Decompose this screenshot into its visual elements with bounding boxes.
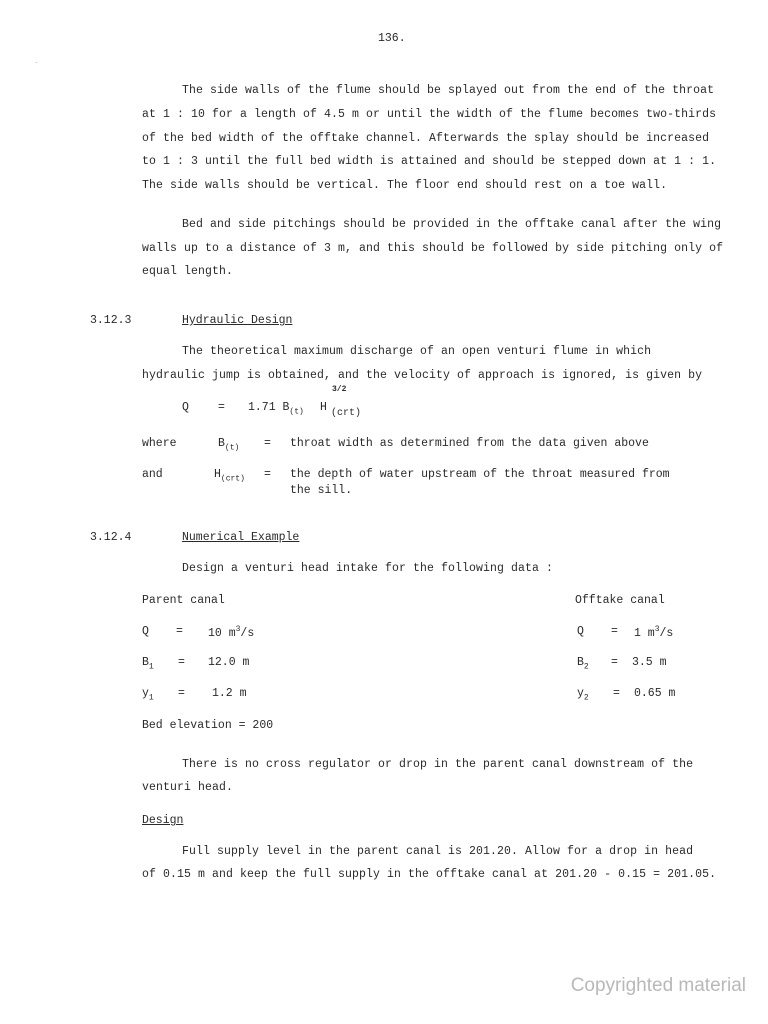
parent-q-value: 10 $m^3/s$ xyxy=(208,625,255,640)
parent-y-symbol: $y_1$ xyxy=(142,687,154,703)
para1-line: The side walls should be vertical. The floor end should rest on a toe wall. xyxy=(142,179,668,192)
formula-equals: = xyxy=(218,401,225,414)
para1-line: of the bed width of the offtake channel. Afterwards the splay should be increased xyxy=(142,132,710,145)
note-line: There is no cross regulator or drop in the parent canal downstream of the xyxy=(182,758,694,771)
copyright-watermark: Copyrighted material xyxy=(570,975,746,996)
formula-rhs xyxy=(248,401,304,416)
para1-line: at 1 : 10 for a length of 4.5 m or until the width of the flume becomes two-thirds xyxy=(142,108,717,121)
para1-line: to 1 : 3 until the full bed width is attained and should be stepped down at 1 : 1. xyxy=(142,155,717,168)
formula-sub-crt: (crt) xyxy=(331,408,362,419)
para1-line: The side walls of the flume should be splayed out from the end of the throat xyxy=(182,84,715,97)
section-title: Numerical Example xyxy=(182,531,300,544)
design-line: Full supply level in the parent canal is 201.20. Allow for a drop in head xyxy=(182,845,694,858)
design-line: of 0.15 m and keep the full supply in the offtake canal at 201.20 - 0.15 = 201.05. xyxy=(142,868,717,881)
parent-q-symbol: Q xyxy=(142,625,149,638)
offtake-q-equals: = xyxy=(611,625,618,638)
para2-line: equal length. xyxy=(142,265,234,278)
offtake-b-symbol: $B_2$ xyxy=(577,656,589,672)
formula-sub-t: (t) xyxy=(289,407,304,417)
page-number: 136. xyxy=(378,32,406,45)
offtake-y-symbol: $y_2$ xyxy=(577,687,589,703)
note-line: venturi head. xyxy=(142,781,234,794)
offtake-y-equals: = xyxy=(613,687,620,700)
formula-exponent: 3/2 xyxy=(332,385,347,394)
where-label: where xyxy=(142,437,177,450)
example-intro: Design a venturi head intake for the following data : xyxy=(182,562,554,575)
parent-b-symbol: $B_1$ xyxy=(142,656,154,672)
parent-y-equals: = xyxy=(178,687,185,700)
offtake-b-equals: = xyxy=(611,656,618,669)
offtake-y-value: 0.65 m xyxy=(634,687,676,700)
bed-elevation: Bed elevation = 200 xyxy=(142,719,274,732)
section-number: 3.12.3 xyxy=(90,314,132,327)
parent-y-value: 1.2 m xyxy=(212,687,247,700)
section-title: Hydraulic Design xyxy=(182,314,293,327)
b-symbol: $B_{(t)}$ xyxy=(218,437,240,453)
formula-lhs: Q xyxy=(182,401,189,414)
parent-q-equals: = xyxy=(176,625,183,638)
parent-b-equals: = xyxy=(178,656,185,669)
formula-h: H xyxy=(320,401,327,414)
para2-line: walls up to a distance of 3 m, and this should be followed by side pitching only of xyxy=(142,242,724,255)
parent-canal-label: Parent canal xyxy=(142,594,225,607)
formula-coef: 1.71 B xyxy=(248,401,290,414)
offtake-b-value: 3.5 m xyxy=(632,656,667,669)
offtake-q-symbol: Q xyxy=(577,625,584,638)
parent-b-value: 12.0 m xyxy=(208,656,250,669)
section-text-line: hydraulic jump is obtained, and the velocity of approach is ignored, is given by xyxy=(142,369,703,382)
b-definition: throat width as determined from the data given above xyxy=(290,437,649,450)
offtake-q-value: 1 $m^3/s$ xyxy=(634,625,674,640)
h-definition: the depth of water upstream of the throat measured from xyxy=(290,468,670,481)
and-label: and xyxy=(142,468,163,481)
section-text-line: The theoretical maximum discharge of an open venturi flume in which xyxy=(182,345,652,358)
h-equals: = xyxy=(264,468,271,481)
section-number: 3.12.4 xyxy=(90,531,132,544)
offtake-canal-label: Offtake canal xyxy=(575,594,665,607)
stray-mark: ` xyxy=(34,62,39,71)
b-equals: = xyxy=(264,437,271,450)
h-definition-cont: the sill. xyxy=(290,484,353,497)
para2-line: Bed and side pitchings should be provided in the offtake canal after the wing xyxy=(182,218,722,231)
h-symbol: $H_{(crt)}$ xyxy=(214,468,245,484)
design-heading: Design xyxy=(142,814,184,827)
